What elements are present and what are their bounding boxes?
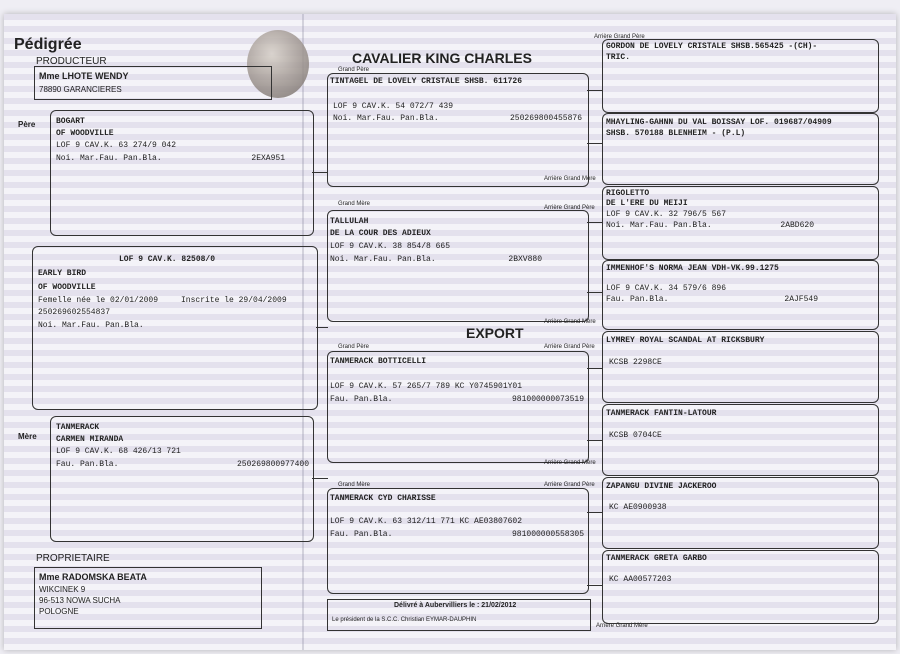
gm2-agp-label: Arrière Grand Père xyxy=(544,482,595,488)
ggm1-box xyxy=(602,113,879,185)
ggm1-line2: SHSB. 570188 BLENHEIM - (P.L) xyxy=(606,129,746,138)
dog-lof: LOF 9 CAV.K. 82508/0 xyxy=(119,255,216,264)
gp2-agp-label: Arrière Grand Père xyxy=(544,344,595,350)
dog-box xyxy=(32,246,318,410)
dam-lof: LOF 9 CAV.K. 68 426/13 721 xyxy=(56,447,181,456)
sire-name1: BOGART xyxy=(56,117,85,126)
gp2-agm-label: Arrière Grand Mère xyxy=(544,460,596,466)
ggm2-color: Fau. Pan.Bla. xyxy=(606,295,669,304)
gm1-agp-label: Arrière Grand Père xyxy=(544,205,595,211)
connector-dam xyxy=(312,478,328,479)
gp2-id: 981000000073519 xyxy=(511,395,584,404)
page-title: Pédigrée xyxy=(14,36,82,53)
gm1-name2: DE LA COUR DES ADIEUX xyxy=(330,229,431,238)
gm1-name1: TALLULAH xyxy=(330,217,369,226)
producer-name: Mme LHOTE WENDY xyxy=(39,71,129,81)
ggp3-box xyxy=(602,331,879,403)
owner-line3: POLOGNE xyxy=(39,607,79,616)
connector-dog xyxy=(316,327,328,328)
gm1-label: Grand Mère xyxy=(338,201,371,207)
connector-sire xyxy=(312,172,328,173)
owner-line1: WIKCINEK 9 xyxy=(39,585,86,594)
ggp2-id: 2ABD620 xyxy=(780,221,814,230)
ggp2-line2: DE L'ERE DU MEIJI xyxy=(606,199,688,208)
dog-color: Noi. Mar.Fau. Pan.Bla. xyxy=(38,321,144,330)
connector-ggm3 xyxy=(587,440,602,441)
connector-ggm1 xyxy=(587,143,602,144)
owner-label: PROPRIETAIRE xyxy=(36,553,110,564)
gp2-label: Grand Père xyxy=(338,344,370,350)
owner-name: Mme RADOMSKA BEATA xyxy=(39,572,147,582)
gp1-lof: LOF 9 CAV.K. 54 072/7 439 xyxy=(333,102,454,111)
president-text: Le président de la S.C.C. Christian EYMAR-DAUPHIN xyxy=(332,617,477,623)
ggm2-lof: LOF 9 CAV.K. 34 579/6 896 xyxy=(606,284,727,293)
ggp2-color: Noi. Mar.Fau. Pan.Bla. xyxy=(606,221,712,230)
owner-box xyxy=(34,567,262,629)
dam-name2: CARMEN MIRANDA xyxy=(56,435,124,444)
ggp2-lof: LOF 9 CAV.K. 32 796/5 567 xyxy=(606,210,727,219)
sire-box xyxy=(50,110,314,236)
gm1-box xyxy=(327,210,589,322)
gm1-id: 2BXV880 xyxy=(508,255,542,264)
ggm1-line1: MHAYLING-GAHNN DU VAL BOISSAY LOF. 019687/04909 xyxy=(606,118,832,127)
ggp1-label: Arrière Grand Père xyxy=(594,34,645,40)
dog-name1: EARLY BIRD xyxy=(38,269,87,278)
ggm3-box xyxy=(602,404,879,476)
ggp4-line1: ZAPANGU DIVINE JACKEROO xyxy=(606,482,717,491)
ggp2-line1: RIGOLETTO xyxy=(606,189,650,198)
gp1-box xyxy=(327,73,589,187)
ggm3-line1: TANMERACK FANTIN-LATOUR xyxy=(606,409,717,418)
delivered-text: Délivré à Aubervilliers le : 21/02/2012 xyxy=(394,602,517,609)
gp1-name: TINTAGEL DE LOVELY CRISTALE SHSB. 611726 xyxy=(330,77,523,86)
producer-box xyxy=(34,66,272,100)
ggm4-box xyxy=(602,550,879,624)
producer-address: 78890 GARANCIERES xyxy=(39,85,122,94)
ggp4-reg: KC AE0900938 xyxy=(609,503,667,512)
owner-line2: 96-513 NOWA SUCHA xyxy=(39,596,121,605)
gp2-box xyxy=(327,351,589,463)
connector-ggm2 xyxy=(587,292,602,293)
gm1-lof: LOF 9 CAV.K. 38 854/8 665 xyxy=(330,242,451,251)
ggm4-reg: KC AA00577203 xyxy=(609,575,672,584)
sire-color: Noi. Mar.Fau. Pan.Bla. xyxy=(56,154,162,163)
ggm2-id: 2AJF549 xyxy=(784,295,818,304)
dog-born: Femelle née le 02/01/2009 xyxy=(38,296,159,305)
connector-ggp3 xyxy=(587,368,602,369)
gp1-agm-label: Arrière Grand Mère xyxy=(544,176,596,182)
breed-title: CAVALIER KING CHARLES xyxy=(352,50,532,66)
connector-ggp1 xyxy=(587,90,602,91)
dam-name1: TANMERACK xyxy=(56,423,100,432)
ggp3-reg: KCSB 2298CE xyxy=(609,358,662,367)
gp1-label: Grand Père xyxy=(338,67,370,73)
sire-name2: OF WOODVILLE xyxy=(56,129,114,138)
gm1-agm-label: Arrière Grand Mère xyxy=(544,319,596,325)
ggm3-reg: KCSB 0704CE xyxy=(609,431,662,440)
gm2-box xyxy=(327,488,589,594)
gm2-lof: LOF 9 CAV.K. 63 312/11 771 KC AE03807602 xyxy=(330,517,523,526)
ggm2-box xyxy=(602,260,879,330)
gp1-id: 250269800455876 xyxy=(509,114,582,123)
gm2-name: TANMERACK CYD CHARISSE xyxy=(330,494,436,503)
connector-ggm4 xyxy=(587,585,602,586)
gp2-color: Fau. Pan.Bla. xyxy=(330,395,393,404)
producer-label: PRODUCTEUR xyxy=(36,56,107,67)
ggp4-box xyxy=(602,477,879,549)
sire-lof: LOF 9 CAV.K. 63 274/9 042 xyxy=(56,141,177,150)
gm2-id: 981000000558305 xyxy=(511,530,584,539)
dog-name2: OF WOODVILLE xyxy=(38,283,96,292)
delivery-box xyxy=(327,599,591,631)
ggp1-line1: GORDON DE LOVELY CRISTALE SHSB.565425 -(CH)- xyxy=(606,42,818,51)
final-agm-label: Arrière Grand Mère xyxy=(596,623,648,629)
dam-color: Fau. Pan.Bla. xyxy=(56,460,119,469)
connector-ggp2 xyxy=(587,222,602,223)
gp1-color: Noi. Mar.Fau. Pan.Bla. xyxy=(333,114,439,123)
dog-inscribed: Inscrite le 29/04/2009 xyxy=(181,296,287,305)
dog-chip: 250269602554837 xyxy=(38,308,111,317)
ggm2-line1: IMMENHOF'S NORMA JEAN VDH-VK.99.1275 xyxy=(606,264,779,273)
gp2-name: TANMERACK BOTTICELLI xyxy=(330,357,427,366)
pere-label: Père xyxy=(18,120,36,129)
gm2-label: Grand Mère xyxy=(338,482,371,488)
sire-id: 2EXA951 xyxy=(251,154,285,163)
dam-box xyxy=(50,416,314,542)
gm1-color: Noi. Mar.Fau. Pan.Bla. xyxy=(330,255,436,264)
gm2-color: Fau. Pan.Bla. xyxy=(330,530,393,539)
ggp2-box xyxy=(602,186,879,260)
ggp3-line1: LYMREY ROYAL SCANDAL AT RICKSBURY xyxy=(606,336,765,345)
dam-id: 250269800977400 xyxy=(236,460,309,469)
connector-ggp4 xyxy=(587,512,602,513)
ggm4-line1: TANMERACK GRETA GARBO xyxy=(606,554,707,563)
export-title: EXPORT xyxy=(466,325,524,341)
gp2-lof: LOF 9 CAV.K. 57 265/7 789 KC Y0745901Y01 xyxy=(330,382,523,391)
mere-label: Mère xyxy=(18,432,37,441)
ggp1-line2: TRIC. xyxy=(606,53,631,62)
ggp1-box xyxy=(602,39,879,113)
